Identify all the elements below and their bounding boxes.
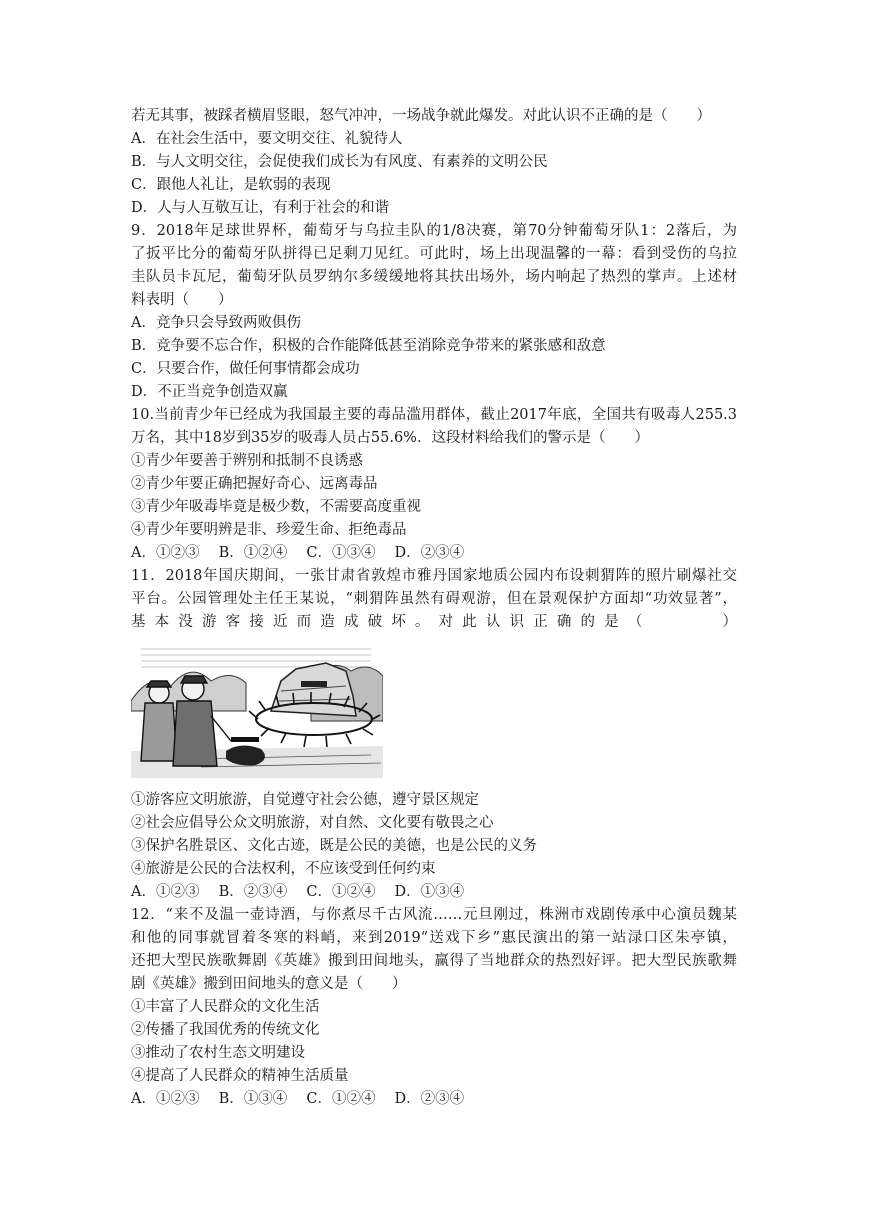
q8-option-b: B．与人文明交往，会促使我们成长为有风度、有素养的文明公民 — [131, 154, 548, 170]
q12-item-2: ②传播了我国优秀的传统文化 — [131, 1022, 320, 1038]
q11-choices: A．①②③ B．②③④ C．①②④ D．①③④ — [131, 884, 465, 900]
q11-stem-line-3: 基本没游客接近而造成破坏。对此认识正确的是（ ） — [131, 614, 737, 630]
q12-stem-line-3: 还把大型民族歌舞剧《英雄》搬到田间地头，赢得了当地群众的热烈好评。把大型民族歌舞 — [131, 953, 737, 969]
q12-item-3: ③推动了农村生态文明建设 — [131, 1045, 305, 1061]
q12-item-1: ①丰富了人民群众的文化生活 — [131, 999, 320, 1015]
q12-stem-line-1: 12．“来不及温一壶诗酒，与你煮尽千古风流……元旦刚过，株洲市戏剧传承中心演员魏某 — [131, 907, 737, 923]
q10-item-4: ④青少年要明辨是非、珍爱生命、拒绝毒品 — [131, 522, 407, 538]
hedgehog-fence-illustration — [131, 641, 383, 778]
q11-stem-line-1: 11．2018年国庆期间，一张甘肃省敦煌市雅丹国家地质公园内布设刺猬阵的照片刷爆社交 — [131, 568, 737, 584]
q8-option-a: A．在社会生活中，要文明交往、礼貌待人 — [131, 131, 403, 147]
q10-stem-line-1: 10.当前青少年已经成为我国最主要的毒品滥用群体，截止2017年底，全国共有吸毒人255.3 — [131, 407, 737, 423]
q9-option-a: A．竞争只会导致两败俱伤 — [131, 315, 301, 331]
q11-item-2: ②社会应倡导公众文明旅游，对自然、文化要有敬畏之心 — [131, 815, 494, 831]
q11-item-4: ④旅游是公民的合法权利，不应该受到任何约束 — [131, 861, 436, 877]
q8-stem-tail: 若无其事，被踩者横眉竖眼，怒气冲冲，一场战争就此爆发。对此认识不正确的是（ ） — [131, 108, 711, 124]
q11-item-3: ③保护名胜景区、文化古迹，既是公民的美德，也是公民的义务 — [131, 838, 537, 854]
q10-item-2: ②青少年要正确把握好奇心、远离毒品 — [131, 476, 378, 492]
q12-choices: A．①②③ B．①③④ C．①②④ D．②③④ — [131, 1091, 465, 1107]
q9-stem-line-4: 料表明（ ） — [131, 292, 233, 308]
q10-stem-line-2: 万名，其中18岁到35岁的吸毒人员占55.6%．这段材料给我们的警示是（ ） — [131, 430, 649, 446]
q12-item-4: ④提高了人民群众的精神生活质量 — [131, 1068, 349, 1084]
q11-item-1: ①游客应文明旅游，自觉遵守社会公德，遵守景区规定 — [131, 792, 479, 808]
q12-stem-line-2: 和他的同事就冒着冬寒的料峭，来到2019“送戏下乡”惠民演出的第一站渌口区朱亭镇， — [131, 930, 737, 946]
q8-option-d: D．人与人互敬互让，有利于社会的和谐 — [131, 200, 390, 216]
q9-stem-line-3: 圭队员卡瓦尼，葡萄牙队员罗纳尔多缓缓地将其扶出场外，场内响起了热烈的掌声。上述材 — [131, 269, 737, 285]
q9-option-d: D．不正当竞争创造双赢 — [131, 384, 288, 400]
q9-stem-line-2: 了扳平比分的葡萄牙队拼得已足剩刀见红。可此时，场上出现温馨的一幕：看到受伤的乌拉 — [131, 246, 737, 262]
q10-item-1: ①青少年要善于辨别和抵制不良诱惑 — [131, 453, 363, 469]
q12-stem-line-4: 剧《英雄》搬到田间地头的意义是（ ） — [131, 976, 407, 992]
q8-option-c: C．跟他人礼让，是软弱的表现 — [131, 177, 331, 193]
q9-stem-line-1: 9．2018年足球世界杯，葡萄牙与乌拉圭队的1/8决赛，第70分钟葡萄牙队1：2落后，为 — [131, 223, 737, 239]
q10-item-3: ③青少年吸毒毕竟是极少数，不需要高度重视 — [131, 499, 421, 515]
q9-option-c: C．只要合作，做任何事情都会成功 — [131, 361, 360, 377]
q11-stem-line-2: 平台。公园管理处主任王某说，“刺猬阵虽然有碍观游，但在景观保护方面却“功效显著”， — [131, 591, 737, 607]
q9-option-b: B．竞争要不忘合作，积极的合作能降低甚至消除竞争带来的紧张感和敌意 — [131, 338, 606, 354]
q10-choices: A．①②③ B．①②④ C．①③④ D．②③④ — [131, 545, 465, 561]
